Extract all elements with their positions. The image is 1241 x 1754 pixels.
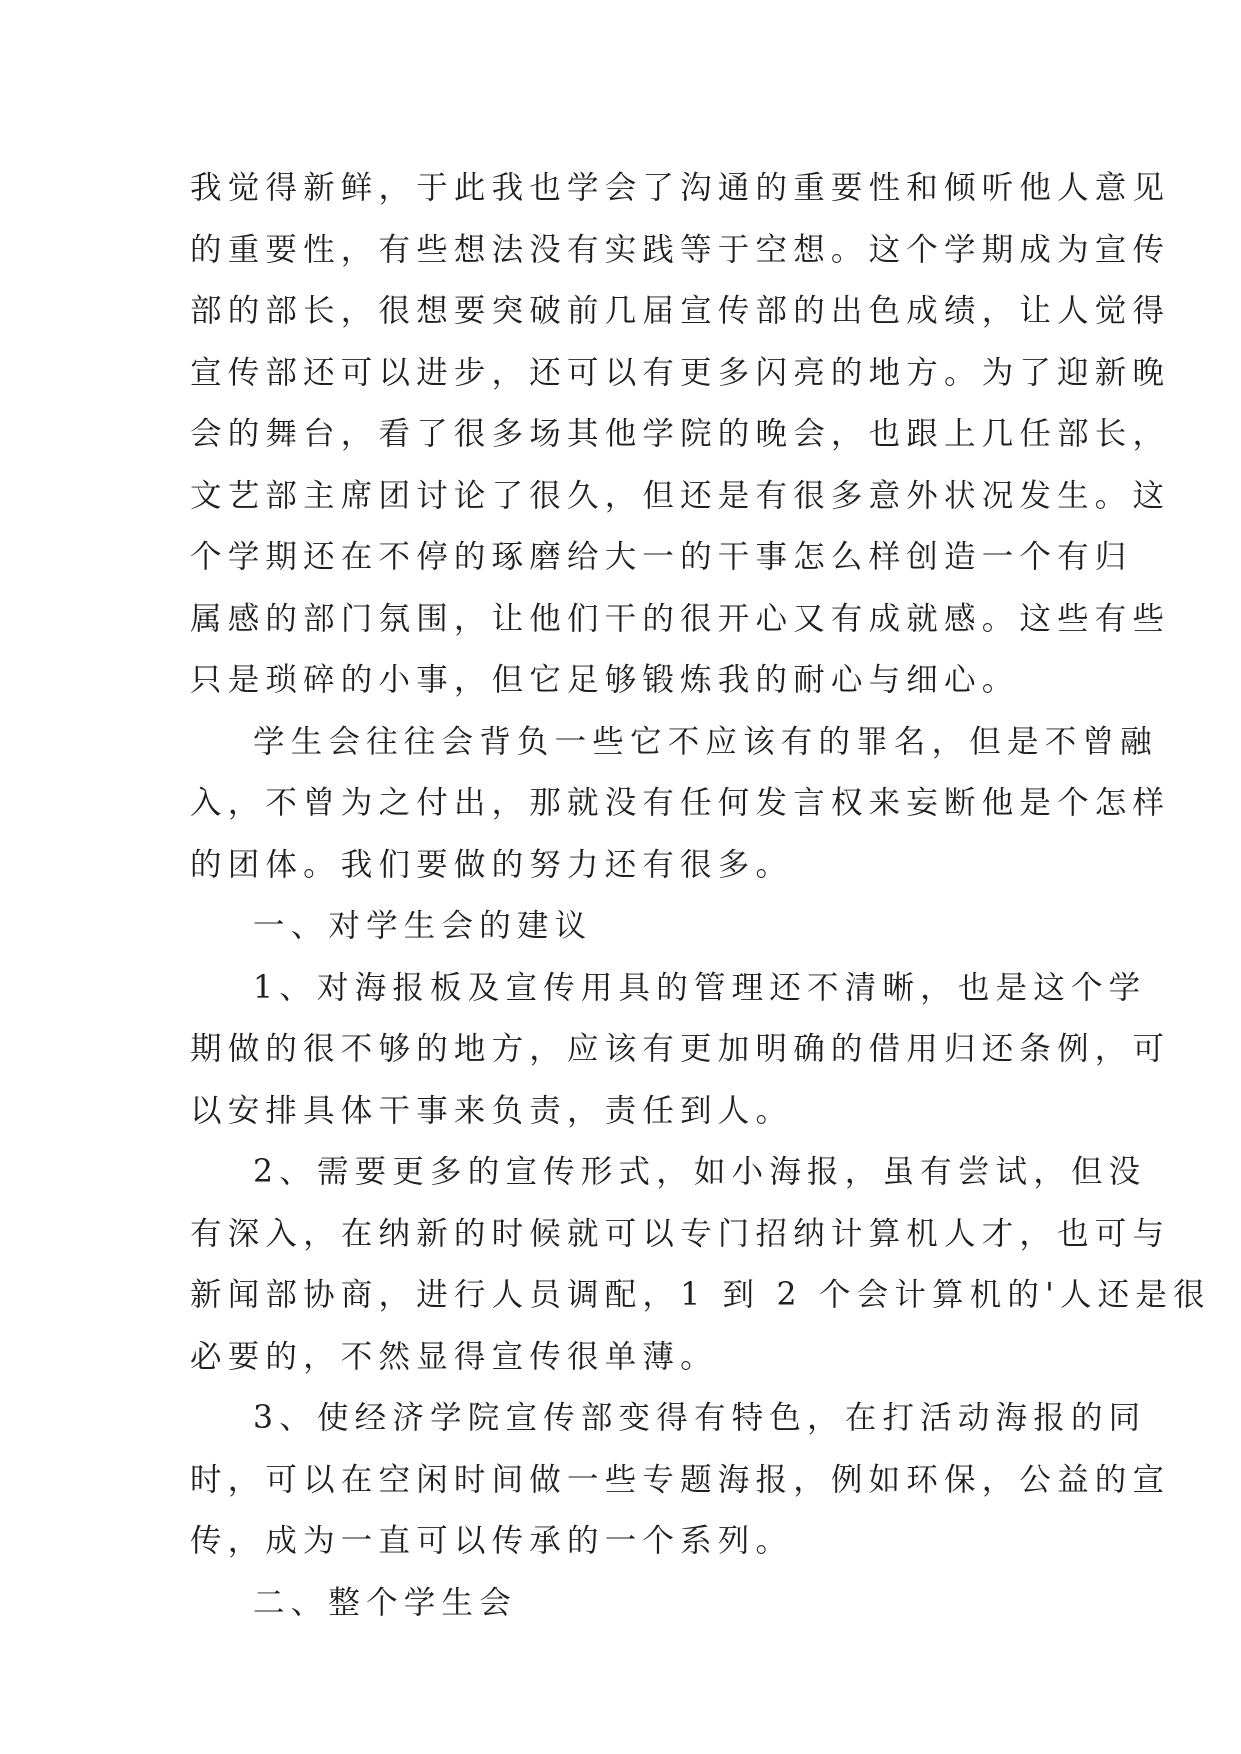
text-line: 传，成为一直可以传承的一个系列。 bbox=[190, 1523, 794, 1559]
text-line: 有深入，在纳新的时候就可以专门招纳计算机人才，也可与 bbox=[190, 1215, 1171, 1252]
document-body bbox=[190, 158, 1211, 1634]
text-line: 只是琐碎的小事，但它足够锻炼我的耐心与细心。 bbox=[190, 662, 1020, 698]
text-line: 属感的部门氛围，让他们干的很开心又有成就感。这些有些 bbox=[190, 600, 1171, 637]
paragraph-first-line: 学生会往往会背负一些它不应该有的罪名，但是不曾融 bbox=[253, 723, 1158, 760]
text-line: 期做的很不够的地方，应该有更加明确的借用归还条例，可 bbox=[190, 1031, 1171, 1067]
text-line: 文艺部主席团讨论了很久，但还是有很多意外状况发生。这 bbox=[190, 477, 1171, 514]
text-line: 必要的，不然显得宣传很单薄。 bbox=[190, 1338, 718, 1375]
paragraph-first-line: 3、使经济学院宣传部变得有特色，在打活动海报的同 bbox=[253, 1400, 1147, 1436]
text-line: 的团体。我们要做的努力还有很多。 bbox=[190, 846, 794, 883]
paragraph-first-line: 2、需要更多的宣传形式，如小海报，虽有尝试，但没 bbox=[253, 1154, 1147, 1190]
text-line: 的重要性，有些想法没有实践等于空想。这个学期成为宣传 bbox=[190, 231, 1171, 268]
text-line: 时，可以在空闲时间做一些专题海报，例如环保，公益的宣 bbox=[190, 1461, 1171, 1498]
text-line: 个学期还在不停的琢磨给大一的干事怎么样创造一个有归 bbox=[190, 539, 1133, 575]
text-line: 新闻部协商，进行人员调配，1 到 2 个会计算机的'人还是很 bbox=[190, 1277, 1211, 1313]
section-heading: 二、整个学生会 bbox=[253, 1584, 517, 1621]
text-line: 入，不曾为之付出，那就没有任何发言权来妄断他是个怎样 bbox=[190, 785, 1171, 821]
paragraph-first-line: 1、对海报板及宣传用具的管理还不清晰，也是这个学 bbox=[253, 969, 1147, 1006]
text-line: 宣传部还可以进步，还可以有更多闪亮的地方。为了迎新晚 bbox=[190, 354, 1171, 391]
text-line: 以安排具体干事来负责，责任到人。 bbox=[190, 1092, 794, 1129]
text-line: 部的部长，很想要突破前几届宣传部的出色成绩，让人觉得 bbox=[190, 293, 1171, 329]
text-line: 我觉得新鲜，于此我也学会了沟通的重要性和倾听他人意见 bbox=[190, 170, 1171, 206]
text-line: 会的舞台，看了很多场其他学院的晚会，也跟上几任部长， bbox=[190, 416, 1171, 452]
section-heading: 一、对学生会的建议 bbox=[253, 908, 593, 944]
